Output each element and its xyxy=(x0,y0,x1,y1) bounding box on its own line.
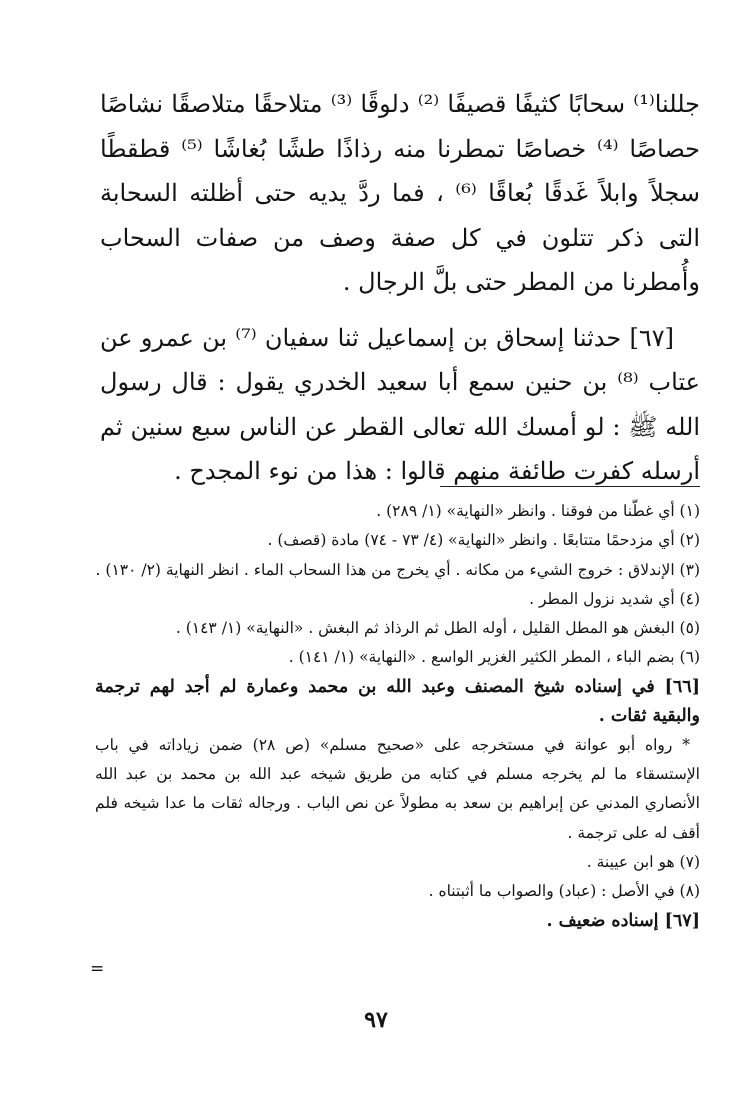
footnote-1: (١) أي غطّنا من فوقنا . وانظر «النهاية» (١/ ٢٨٩) . xyxy=(376,502,700,520)
footnotes xyxy=(95,497,700,936)
footnote-7: (٧) هو ابن عيينة . xyxy=(586,852,700,871)
note-67-verdict: [٦٧] إسناده ضعيف . xyxy=(546,910,700,931)
footnote-5: (٥) البغش هو المطل القليل ، أوله الطل ثم الرذاذ ثم البغش . «النهاية» (١/ ١٤٣) . xyxy=(175,619,700,638)
footnote-4: (٤) أي شديد نزول المطر . xyxy=(529,589,700,608)
footnote-3: (٣) الإندلاق : خروج الشيء من مكانه . أي يخرج من هذا السحاب الماء . انظر النهاية (٢/ ١٣٠) . xyxy=(95,560,700,579)
paragraph-hadith-67: [٦٧] حدثنا إسحاق بن إسماعيل ثنا سفيان ⁽⁷⁾ بن عمرو عن عتاب ⁽⁸⁾ بن حنين سمع أبا سعيد الخدري يقول : قال رسول الله ﷺ : لو أمسك الله تعالى القطر عن الناس سبع سنين ثم أرسله كفرت طائفة منهم قالوا : هذا من نوء المجدح . xyxy=(100,323,700,485)
note-66-verdict: [٦٦] في إسناده شيخ المصنف وعبد الله بن محمد وعمارة لم أجد لهم ترجمة والبقية ثقات . xyxy=(95,676,700,726)
continuation-mark: = xyxy=(90,959,105,979)
page-number: ٩٧ xyxy=(364,1007,388,1033)
footnote-separator xyxy=(440,486,700,487)
main-text xyxy=(100,82,700,494)
paragraph-hadith-66-ending: جللنا⁽¹⁾ سحابًا كثيفًا قصيفًا ⁽²⁾ دلوقًا ⁽³⁾ متلاحقًا متلاصقًا نشاصًا حصاصًا ⁽⁴⁾ خصاصًا تمطرنا منه رذاذًا طشًا بُغاشًا ⁽⁵⁾ قطقطًا سجلاً وابلاً غَدقًا بُعاقًا ⁽⁶⁾ ، فما ردَّ يديه حتى أظلته السحابة التى ذكر تتلون في كل صفة وصف من صفات السحاب وأُمطرنا من المطر حتى بلَّ الرجال . xyxy=(100,90,701,296)
note-66-takhrij: * رواه أبو عوانة في مستخرجه على «صحيح مسلم» (ص ٢٨) ضمن زياداته في باب الإستسقاء ما لم يخرجه مسلم في كتابه من طريق شيخه عبد الله بن محمد بن عبد الله الأنصاري المدني عن إبراهيم بن سعد به مطولاً عن نص الباب . ورجاله ثقات ما عدا شيخه فلم أقف له على ترجمة . xyxy=(95,735,700,842)
footnote-6: (٦) بضم الباء ، المطر الكثير الغزير الواسع . «النهاية» (١/ ١٤١) . xyxy=(288,648,700,667)
footnote-2: (٢) أي مزدحمًا متتابعًا . وانظر «النهاية» (٤/ ٧٣ - ٧٤) مادة (قصف) . xyxy=(267,531,700,550)
footnote-8: (٨) في الأصل : (عباد) والصواب ما أثبتناه . xyxy=(428,882,700,901)
